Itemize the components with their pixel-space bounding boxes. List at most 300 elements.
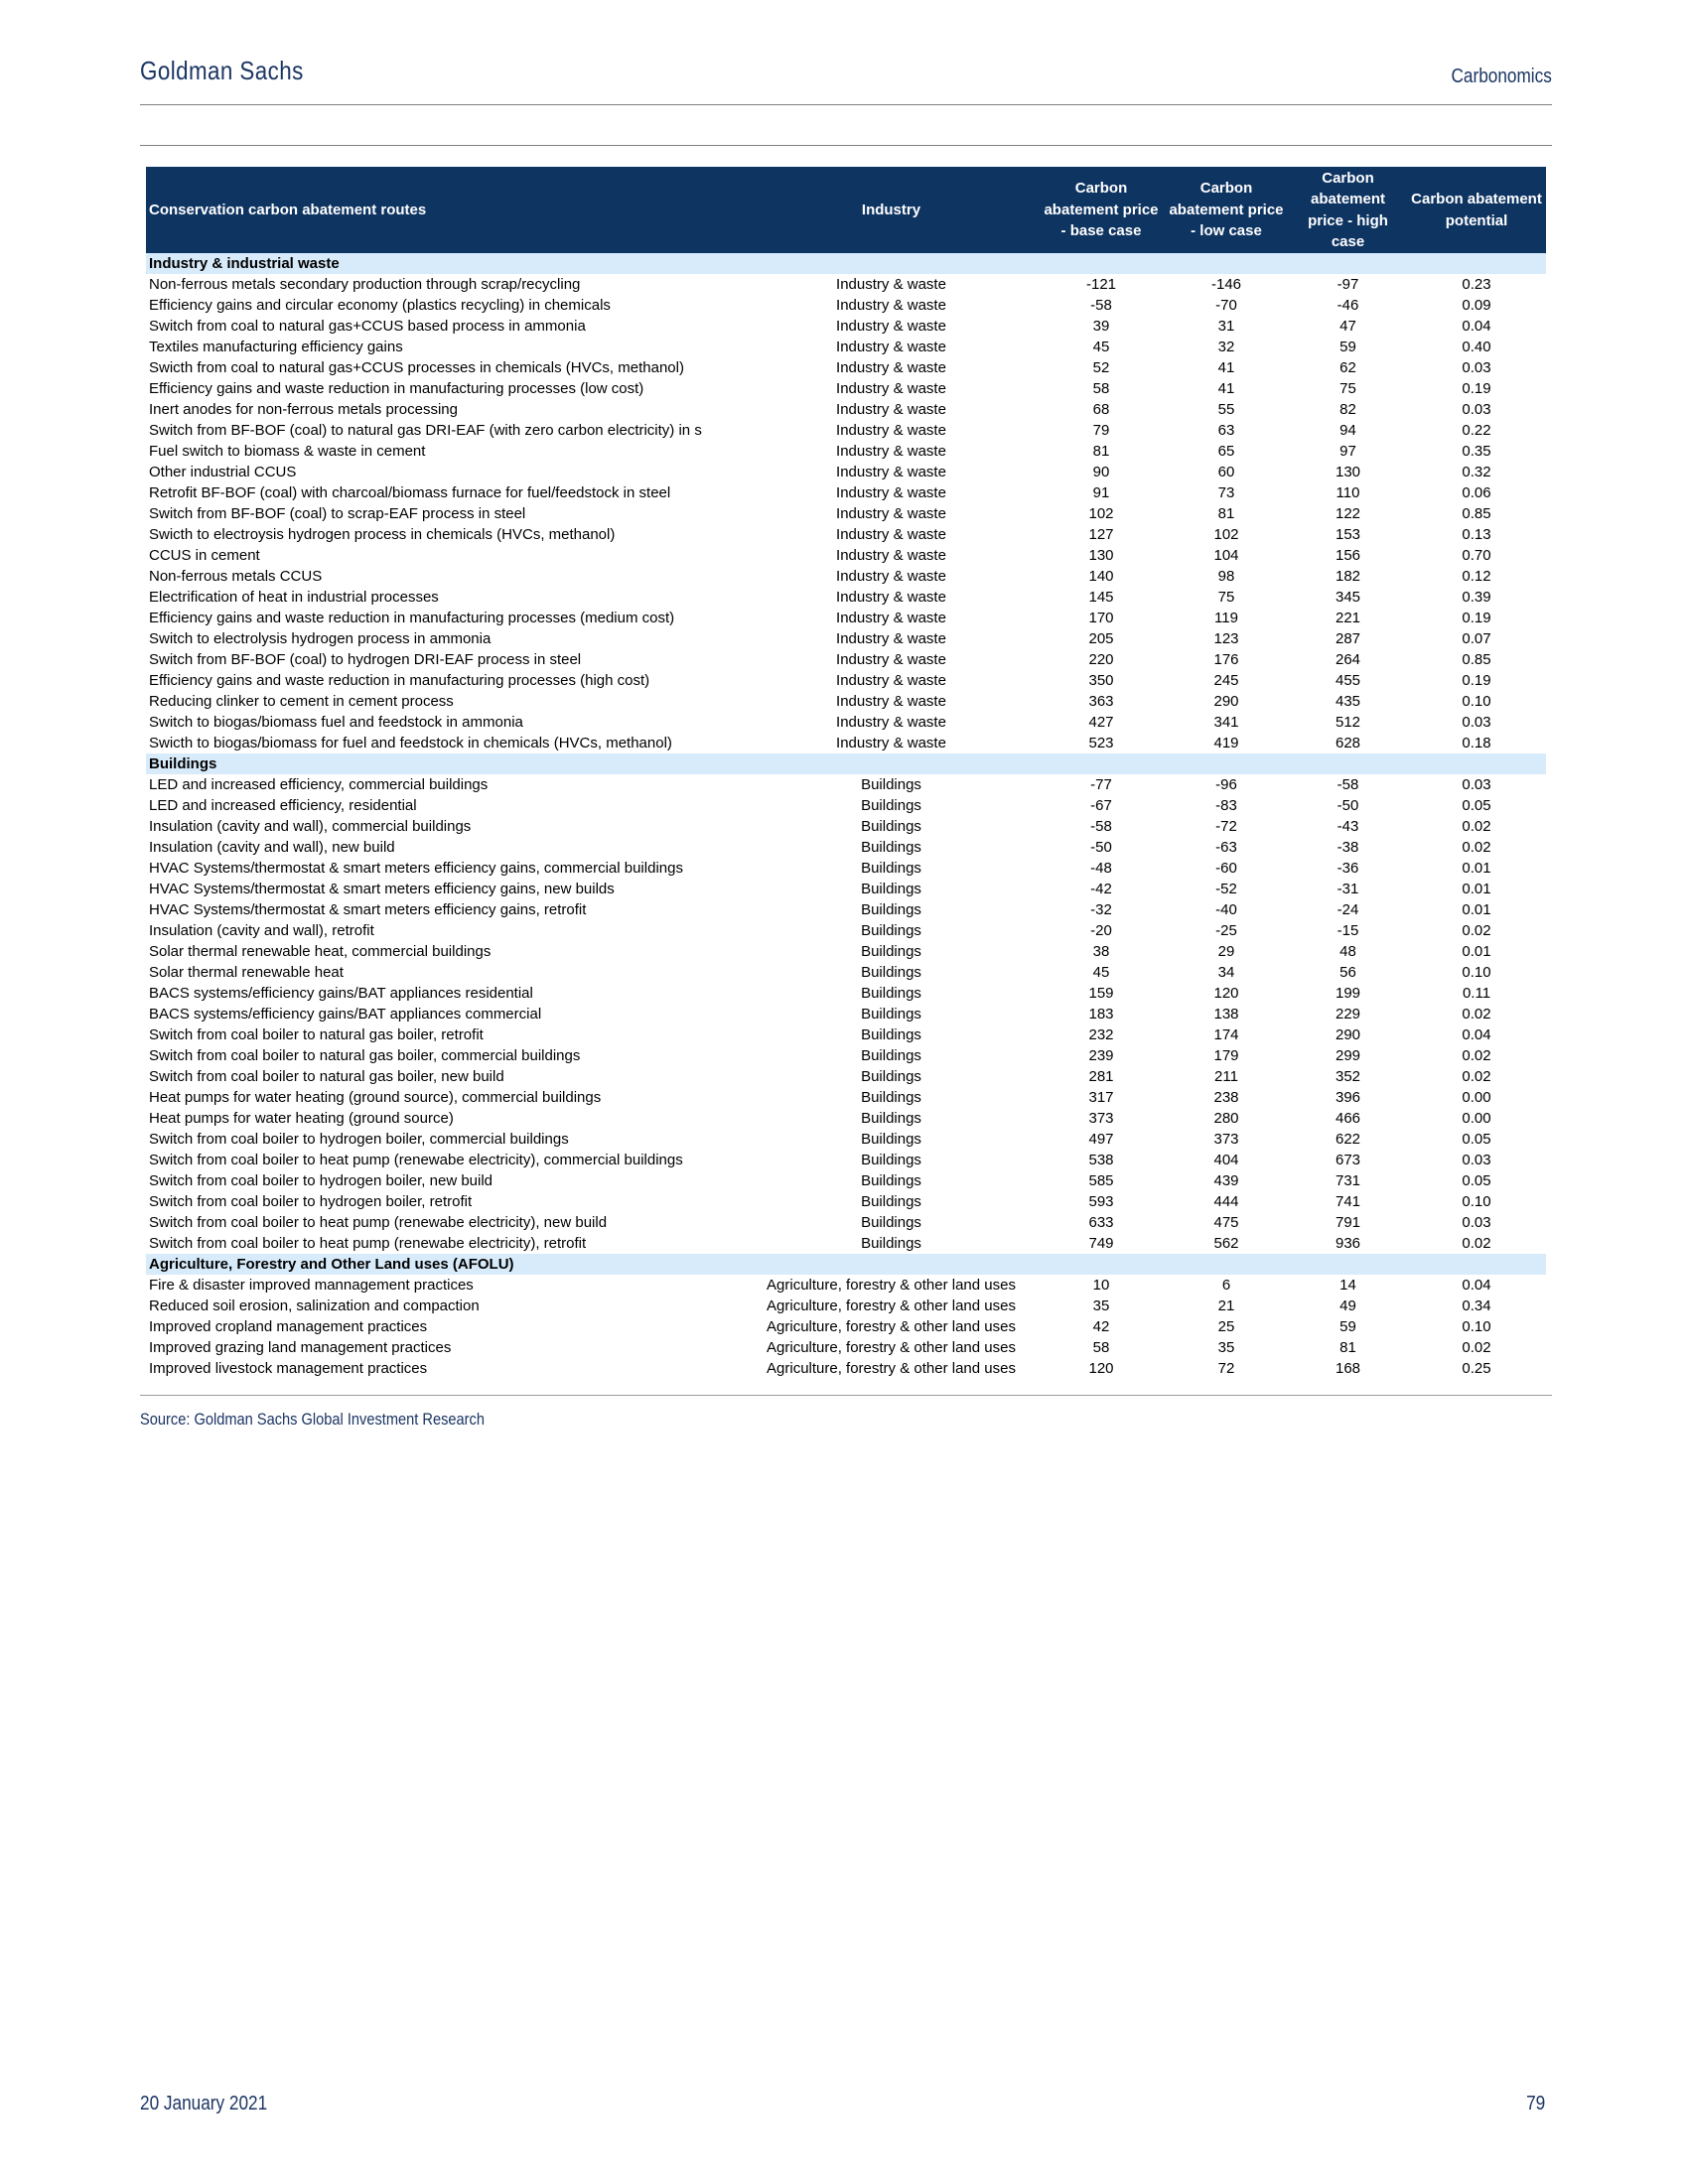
table-row [146,962,1546,983]
high-price-cell: 47 [1339,318,1356,335]
route-name-cell: Swicth from coal to natural gas+CCUS processes in chemicals (HVCs, methanol) [149,359,684,376]
potential-cell: 0.01 [1462,943,1491,960]
base-price-cell: -67 [1090,797,1112,814]
low-price-cell: 63 [1217,422,1235,439]
potential-cell: 0.01 [1462,901,1491,918]
route-name-cell: BACS systems/efficiency gains/BAT appliances residential [149,985,533,1002]
table-row [146,899,1546,920]
potential-cell: 0.02 [1462,839,1491,856]
low-price-cell: 31 [1217,318,1235,335]
header-divider [140,104,1552,105]
route-name-cell: Switch from coal boiler to heat pump (renewabe electricity), retrofit [149,1235,587,1252]
table-row [146,1191,1546,1212]
potential-cell: 0.05 [1462,797,1491,814]
route-name-cell: BACS systems/efficiency gains/BAT appliances commercial [149,1006,542,1023]
route-name-cell: Inert anodes for non-ferrous metals processing [149,401,458,418]
base-price-cell: 90 [1092,464,1110,480]
high-price-cell: 130 [1335,464,1361,480]
potential-cell: 0.03 [1462,401,1491,418]
route-name-cell: Switch from coal boiler to heat pump (renewabe electricity), new build [149,1214,608,1231]
industry-cell: Buildings [861,1026,921,1043]
high-price-cell: 59 [1339,339,1356,355]
base-price-cell: 81 [1092,443,1110,460]
low-price-cell: 179 [1213,1047,1239,1064]
high-price-cell: 287 [1335,630,1361,647]
high-price-cell: 156 [1335,547,1361,564]
industry-cell: Industry & waste [836,735,946,751]
high-price-cell: 455 [1335,672,1361,689]
high-price-cell: 741 [1335,1193,1361,1210]
high-price-cell: 153 [1335,526,1361,543]
low-price-cell: 404 [1213,1152,1239,1168]
base-price-cell: -50 [1090,839,1112,856]
potential-cell: 0.04 [1462,318,1491,335]
industry-cell: Industry & waste [836,484,946,501]
potential-cell: 0.09 [1462,297,1491,314]
potential-cell: 0.70 [1462,547,1491,564]
low-price-cell: 55 [1217,401,1235,418]
potential-cell: 0.00 [1462,1089,1491,1106]
base-price-cell: 497 [1088,1131,1114,1148]
route-name-cell: Heat pumps for water heating (ground source) [149,1110,454,1127]
table-row [146,378,1546,399]
high-price-cell: 81 [1339,1339,1356,1356]
table-row [146,587,1546,608]
industry-cell: Industry & waste [836,589,946,606]
route-name-cell: Switch from BF-BOF (coal) to natural gas DRI-EAF (with zero carbon electricity) in s [149,422,702,439]
industry-cell: Buildings [861,1068,921,1085]
table-row [146,628,1546,649]
table-row [146,691,1546,712]
high-price-cell: 199 [1335,985,1361,1002]
base-price-cell: 281 [1088,1068,1114,1085]
route-name-cell: Non-ferrous metals secondary production through scrap/recycling [149,276,581,293]
route-name-cell: Reduced soil erosion, salinization and compaction [149,1297,480,1314]
industry-cell: Industry & waste [836,693,946,710]
high-price-cell: -31 [1336,881,1359,897]
industry-cell: Buildings [861,797,921,814]
table-row [146,733,1546,753]
potential-cell: 0.03 [1462,1214,1491,1231]
route-name-cell: Electrification of heat in industrial processes [149,589,439,606]
col-header-industry: Industry [744,167,1039,253]
industry-cell: Buildings [861,1214,921,1231]
low-price-cell: 280 [1213,1110,1239,1127]
low-price-cell: -70 [1215,297,1237,314]
industry-cell: Buildings [861,1193,921,1210]
low-price-cell: 176 [1213,651,1239,668]
industry-cell: Industry & waste [836,380,946,397]
potential-cell: 0.23 [1462,276,1491,293]
brand-name: Goldman Sachs [140,56,304,85]
footer-date: 20 January 2021 [140,2093,268,2115]
table-row [146,670,1546,691]
table-row [146,295,1546,316]
high-price-cell: 264 [1335,651,1361,668]
potential-cell: 0.25 [1462,1360,1491,1377]
industry-cell: Agriculture, forestry & other land uses [767,1360,1016,1377]
low-price-cell: 290 [1213,693,1239,710]
potential-cell: 0.40 [1462,339,1491,355]
potential-cell: 0.39 [1462,589,1491,606]
high-price-cell: 936 [1335,1235,1361,1252]
table-row [146,503,1546,524]
section-title: Agriculture, Forestry and Other Land uses (AFOLU) [146,1254,1546,1275]
industry-cell: Industry & waste [836,610,946,626]
industry-cell: Buildings [861,901,921,918]
potential-cell: 0.04 [1462,1026,1491,1043]
table-row [146,1170,1546,1191]
base-price-cell: 183 [1088,1006,1114,1023]
route-name-cell: Solar thermal renewable heat [149,964,344,981]
low-price-cell: 341 [1213,714,1239,731]
low-price-cell: -63 [1215,839,1237,856]
base-price-cell: 130 [1088,547,1114,564]
table-row [146,566,1546,587]
low-price-cell: 444 [1213,1193,1239,1210]
industry-cell: Industry & waste [836,672,946,689]
low-price-cell: 72 [1217,1360,1235,1377]
potential-cell: 0.02 [1462,818,1491,835]
table-row [146,482,1546,503]
base-price-cell: 523 [1088,735,1114,751]
potential-cell: 0.07 [1462,630,1491,647]
industry-cell: Buildings [861,860,921,877]
high-price-cell: 628 [1335,735,1361,751]
base-price-cell: 91 [1092,484,1110,501]
industry-cell: Buildings [861,818,921,835]
section-title: Buildings [146,753,1546,774]
potential-cell: 0.35 [1462,443,1491,460]
table-row [146,1233,1546,1254]
high-price-cell: -58 [1336,776,1359,793]
industry-cell: Agriculture, forestry & other land uses [767,1297,1016,1314]
table-row [146,462,1546,482]
col-header-base: Carbon abatement price - base case [1039,167,1164,253]
high-price-cell: 49 [1339,1297,1356,1314]
route-name-cell: Switch from coal to natural gas+CCUS based process in ammonia [149,318,586,335]
low-price-cell: 65 [1217,443,1235,460]
potential-cell: 0.11 [1462,985,1491,1002]
base-price-cell: 79 [1092,422,1110,439]
table-row [146,712,1546,733]
base-price-cell: 593 [1088,1193,1114,1210]
route-name-cell: Switch from coal boiler to hydrogen boiler, commercial buildings [149,1131,569,1148]
table-row [146,1358,1546,1379]
low-price-cell: 81 [1217,505,1235,522]
table-row [146,524,1546,545]
route-name-cell: Switch from coal boiler to natural gas boiler, commercial buildings [149,1047,581,1064]
low-price-cell: -52 [1215,881,1237,897]
low-price-cell: 41 [1217,359,1235,376]
high-price-cell: 221 [1335,610,1361,626]
base-price-cell: 220 [1088,651,1114,668]
route-name-cell: Switch from BF-BOF (coal) to hydrogen DRI-EAF process in steel [149,651,582,668]
base-price-cell: 170 [1088,610,1114,626]
route-name-cell: HVAC Systems/thermostat & smart meters efficiency gains, retrofit [149,901,587,918]
low-price-cell: 439 [1213,1172,1239,1189]
industry-cell: Buildings [861,1152,921,1168]
table-row [146,983,1546,1004]
route-name-cell: Fire & disaster improved mannagement practices [149,1277,474,1294]
low-price-cell: -96 [1215,776,1237,793]
industry-cell: Buildings [861,1089,921,1106]
low-price-cell: 98 [1217,568,1235,585]
high-price-cell: -38 [1336,839,1359,856]
low-price-cell: -72 [1215,818,1237,835]
industry-cell: Buildings [861,839,921,856]
potential-cell: 0.32 [1462,464,1491,480]
low-price-cell: -60 [1215,860,1237,877]
high-price-cell: 466 [1335,1110,1361,1127]
base-price-cell: 538 [1088,1152,1114,1168]
low-price-cell: 138 [1213,1006,1239,1023]
low-price-cell: -40 [1215,901,1237,918]
potential-cell: 0.19 [1462,672,1491,689]
potential-cell: 0.10 [1462,693,1491,710]
base-price-cell: 317 [1088,1089,1114,1106]
high-price-cell: 48 [1339,943,1356,960]
table-row [146,399,1546,420]
low-price-cell: 123 [1213,630,1239,647]
col-header-high: Carbon abatement price - high case [1289,167,1407,253]
table-row [146,837,1546,858]
table-bottom-divider [140,1395,1552,1396]
section-header-row [146,753,1546,774]
col-header-route: Conservation carbon abatement routes [146,167,744,253]
high-price-cell: 673 [1335,1152,1361,1168]
industry-cell: Industry & waste [836,568,946,585]
potential-cell: 0.02 [1462,1047,1491,1064]
potential-cell: 0.12 [1462,568,1491,585]
table-row [146,1129,1546,1150]
route-name-cell: Insulation (cavity and wall), new build [149,839,395,856]
industry-cell: Buildings [861,985,921,1002]
route-name-cell: Insulation (cavity and wall), retrofit [149,922,374,939]
base-price-cell: 427 [1088,714,1114,731]
industry-cell: Industry & waste [836,526,946,543]
table-row [146,316,1546,337]
route-name-cell: HVAC Systems/thermostat & smart meters efficiency gains, new builds [149,881,615,897]
route-name-cell: Improved cropland management practices [149,1318,428,1335]
high-price-cell: 110 [1336,484,1360,501]
potential-cell: 0.04 [1462,1277,1491,1294]
base-price-cell: -32 [1090,901,1112,918]
col-header-potential: Carbon abatement potential [1407,167,1546,253]
high-price-cell: 62 [1339,359,1356,376]
potential-cell: 0.02 [1462,1235,1491,1252]
table-row [146,941,1546,962]
table-row [146,1108,1546,1129]
potential-cell: 0.85 [1462,505,1491,522]
potential-cell: 0.02 [1462,922,1491,939]
base-price-cell: 45 [1092,964,1110,981]
industry-cell: Buildings [861,922,921,939]
route-name-cell: CCUS in cement [149,547,260,564]
report-title: Carbonomics [1451,66,1552,87]
potential-cell: 0.22 [1462,422,1491,439]
high-price-cell: -46 [1336,297,1359,314]
route-name-cell: Textiles manufacturing efficiency gains [149,339,403,355]
route-name-cell: LED and increased efficiency, commercial buildings [149,776,489,793]
table-row [146,774,1546,795]
table-row [146,858,1546,879]
base-price-cell: 232 [1088,1026,1114,1043]
potential-cell: 0.19 [1462,380,1491,397]
industry-cell: Buildings [861,1110,921,1127]
potential-cell: 0.05 [1462,1131,1491,1148]
industry-cell: Buildings [861,1047,921,1064]
table-row [146,1275,1546,1296]
high-price-cell: 345 [1335,589,1361,606]
route-name-cell: HVAC Systems/thermostat & smart meters efficiency gains, commercial buildings [149,860,683,877]
table-row [146,1296,1546,1316]
low-price-cell: 211 [1214,1068,1238,1085]
potential-cell: 0.00 [1462,1110,1491,1127]
low-price-cell: 120 [1213,985,1239,1002]
base-price-cell: 45 [1092,339,1110,355]
source-note: Source: Goldman Sachs Global Investment Research [140,1410,485,1429]
route-name-cell: Other industrial CCUS [149,464,297,480]
route-name-cell: Switch from coal boiler to hydrogen boiler, new build [149,1172,493,1189]
low-price-cell: -83 [1215,797,1237,814]
base-price-cell: 159 [1088,985,1114,1002]
industry-cell: Buildings [861,776,921,793]
table-row [146,274,1546,295]
table-row [146,816,1546,837]
low-price-cell: 41 [1217,380,1235,397]
table-body [146,253,1546,1379]
low-price-cell: 29 [1217,943,1235,960]
potential-cell: 0.01 [1462,860,1491,877]
low-price-cell: 245 [1213,672,1239,689]
potential-cell: 0.10 [1462,1193,1491,1210]
potential-cell: 0.34 [1462,1297,1491,1314]
low-price-cell: 174 [1213,1026,1239,1043]
table-row [146,649,1546,670]
base-price-cell: -48 [1090,860,1112,877]
high-price-cell: 299 [1335,1047,1361,1064]
industry-cell: Industry & waste [836,339,946,355]
industry-cell: Industry & waste [836,401,946,418]
high-price-cell: 229 [1335,1006,1361,1023]
table-row [146,420,1546,441]
table-row [146,1316,1546,1337]
route-name-cell: Switch from coal boiler to natural gas boiler, new build [149,1068,504,1085]
high-price-cell: 94 [1339,422,1356,439]
low-price-cell: 34 [1217,964,1235,981]
base-price-cell: 102 [1088,505,1114,522]
route-name-cell: Efficiency gains and circular economy (plastics recycling) in chemicals [149,297,611,314]
table-row [146,1212,1546,1233]
industry-cell: Agriculture, forestry & other land uses [767,1318,1016,1335]
table-row [146,608,1546,628]
low-price-cell: 35 [1217,1339,1235,1356]
base-price-cell: -20 [1090,922,1112,939]
base-price-cell: -58 [1090,818,1112,835]
base-price-cell: 58 [1092,1339,1110,1356]
potential-cell: 0.02 [1462,1006,1491,1023]
col-header-low: Carbon abatement price - low case [1164,167,1289,253]
route-name-cell: Insulation (cavity and wall), commercial buildings [149,818,472,835]
base-price-cell: 52 [1092,359,1110,376]
table-row [146,545,1546,566]
industry-cell: Agriculture, forestry & other land uses [767,1339,1016,1356]
low-price-cell: 60 [1217,464,1235,480]
low-price-cell: 562 [1213,1235,1239,1252]
low-price-cell: 32 [1217,339,1235,355]
abatement-routes-table [146,167,1546,1379]
base-price-cell: 140 [1088,568,1114,585]
high-price-cell: 622 [1335,1131,1361,1148]
industry-cell: Industry & waste [836,651,946,668]
low-price-cell: 102 [1213,526,1239,543]
page-number: 79 [1525,2093,1545,2115]
route-name-cell: Switch from BF-BOF (coal) to scrap-EAF process in steel [149,505,526,522]
table-row [146,1045,1546,1066]
high-price-cell: 512 [1335,714,1361,731]
table-row [146,920,1546,941]
route-name-cell: Switch from coal boiler to natural gas boiler, retrofit [149,1026,484,1043]
high-price-cell: 182 [1335,568,1361,585]
base-price-cell: 749 [1088,1235,1114,1252]
industry-cell: Industry & waste [836,630,946,647]
table-row [146,795,1546,816]
high-price-cell: 352 [1335,1068,1361,1085]
potential-cell: 0.02 [1462,1339,1491,1356]
industry-cell: Industry & waste [836,359,946,376]
route-name-cell: Swicth to biogas/biomass for fuel and feedstock in chemicals (HVCs, methanol) [149,735,672,751]
low-price-cell: 373 [1213,1131,1239,1148]
high-price-cell: -43 [1336,818,1359,835]
base-price-cell: 585 [1088,1172,1114,1189]
table-row [146,1337,1546,1358]
base-price-cell: -58 [1090,297,1112,314]
industry-cell: Industry & waste [836,464,946,480]
potential-cell: 0.10 [1462,1318,1491,1335]
high-price-cell: -15 [1336,922,1359,939]
high-price-cell: 122 [1335,505,1361,522]
potential-cell: 0.03 [1462,776,1491,793]
high-price-cell: 97 [1339,443,1356,460]
industry-cell: Buildings [861,1131,921,1148]
low-price-cell: 104 [1213,547,1239,564]
potential-cell: 0.06 [1462,484,1491,501]
base-price-cell: 350 [1088,672,1114,689]
industry-cell: Industry & waste [836,297,946,314]
base-price-cell: 58 [1092,380,1110,397]
potential-cell: 0.03 [1462,359,1491,376]
high-price-cell: 435 [1335,693,1361,710]
high-price-cell: 791 [1335,1214,1361,1231]
base-price-cell: 10 [1092,1277,1110,1294]
base-price-cell: 38 [1092,943,1110,960]
route-name-cell: Fuel switch to biomass & waste in cement [149,443,426,460]
table-row [146,357,1546,378]
industry-cell: Agriculture, forestry & other land uses [767,1277,1016,1294]
table-top-divider [140,145,1552,146]
industry-cell: Buildings [861,1172,921,1189]
base-price-cell: 145 [1088,589,1114,606]
potential-cell: 0.85 [1462,651,1491,668]
route-name-cell: Efficiency gains and waste reduction in manufacturing processes (low cost) [149,380,644,397]
low-price-cell: -25 [1215,922,1237,939]
potential-cell: 0.01 [1462,881,1491,897]
section-header-row [146,253,1546,274]
route-name-cell: Efficiency gains and waste reduction in manufacturing processes (high cost) [149,672,650,689]
industry-cell: Industry & waste [836,505,946,522]
potential-cell: 0.10 [1462,964,1491,981]
